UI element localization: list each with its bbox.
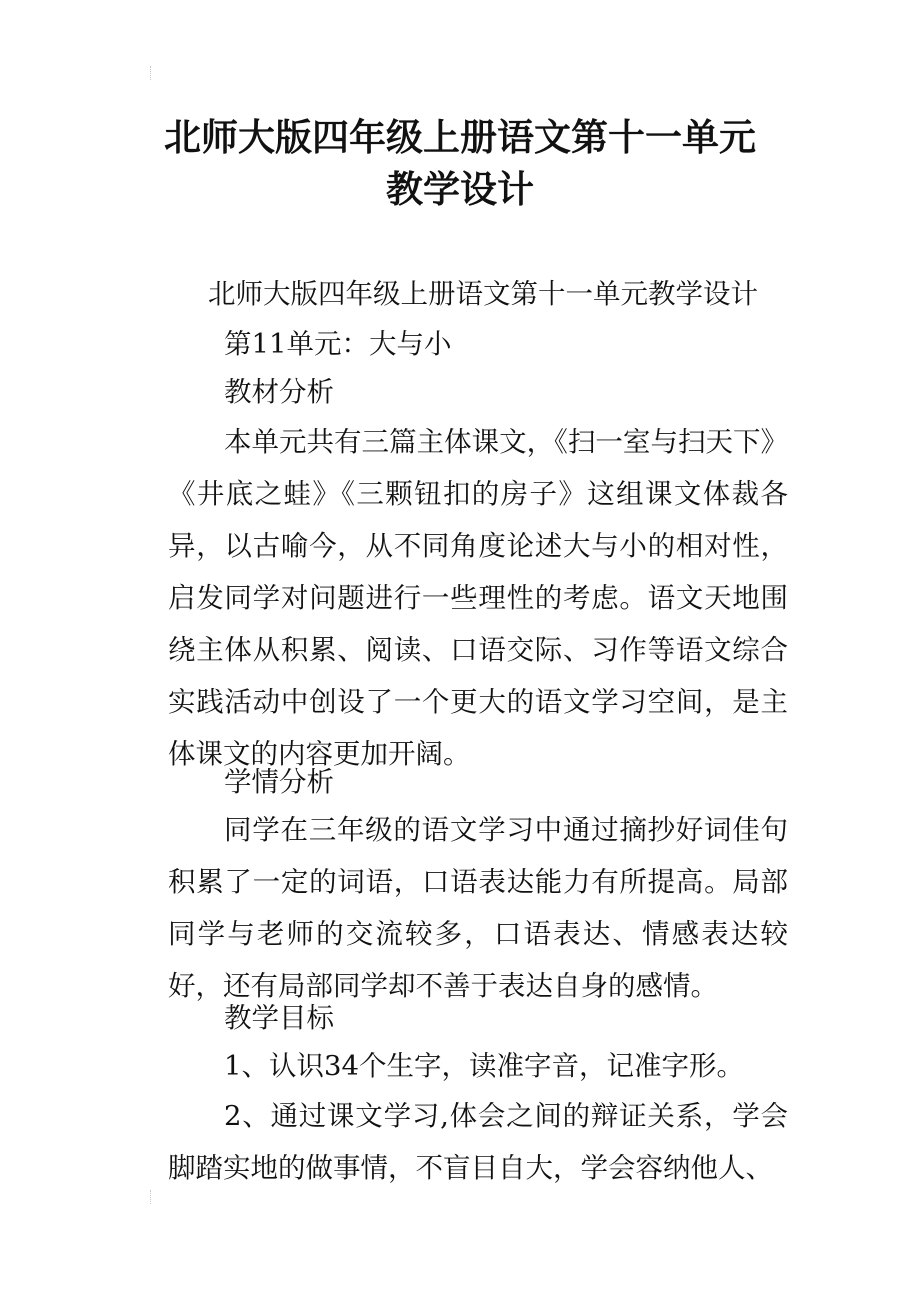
goal-item-1: 1、认识34个生字，读准字音，记准字形。 — [224, 1050, 744, 1082]
document-subtitle: 北师大版四年级上册语文第十一单元教学设计 — [208, 278, 758, 310]
corner-crop-mark-top — [150, 66, 155, 80]
section-heading-material: 教材分析 — [224, 376, 334, 408]
document-title-line-2: 教学设计 — [386, 168, 534, 211]
paragraph-student-analysis: 同学在三年级的语文学习中通过摘抄好词佳句积累了一定的词语，口语表达能力有所提高。局部同学与老师的交流较多，口语表达、情感表达较好，还有局部同学却不善于表达自身的感情。 — [168, 814, 788, 1002]
corner-crop-mark-bottom — [150, 1190, 155, 1204]
section-heading-goals: 教学目标 — [224, 1002, 334, 1034]
document-title-line-1: 北师大版四年级上册语文第十一单元 — [164, 116, 756, 159]
goal-item-2: 2、通过课文学习,体会之间的辩证关系，学会脚踏实地的做事情，不盲目自大，学会容纳他人、 — [168, 1100, 788, 1184]
unit-heading: 第11单元：大与小 — [224, 328, 452, 360]
section-heading-students: 学情分析 — [224, 766, 334, 798]
paragraph-material-analysis: 本单元共有三篇主体课文，《扫一室与扫天下》《井底之蛙》《三颗钮扣的房子》这组课文体裁各异，以古喻今，从不同角度论述大与小的相对性，启发同学对问题进行一些理性的考虑。语文天地围绕主体从积累、阅读、口语交际、习作等语文综合实践活动中创设了一个更大的语文学习空间，是主体课文的内容更加开阔。 — [168, 426, 788, 770]
